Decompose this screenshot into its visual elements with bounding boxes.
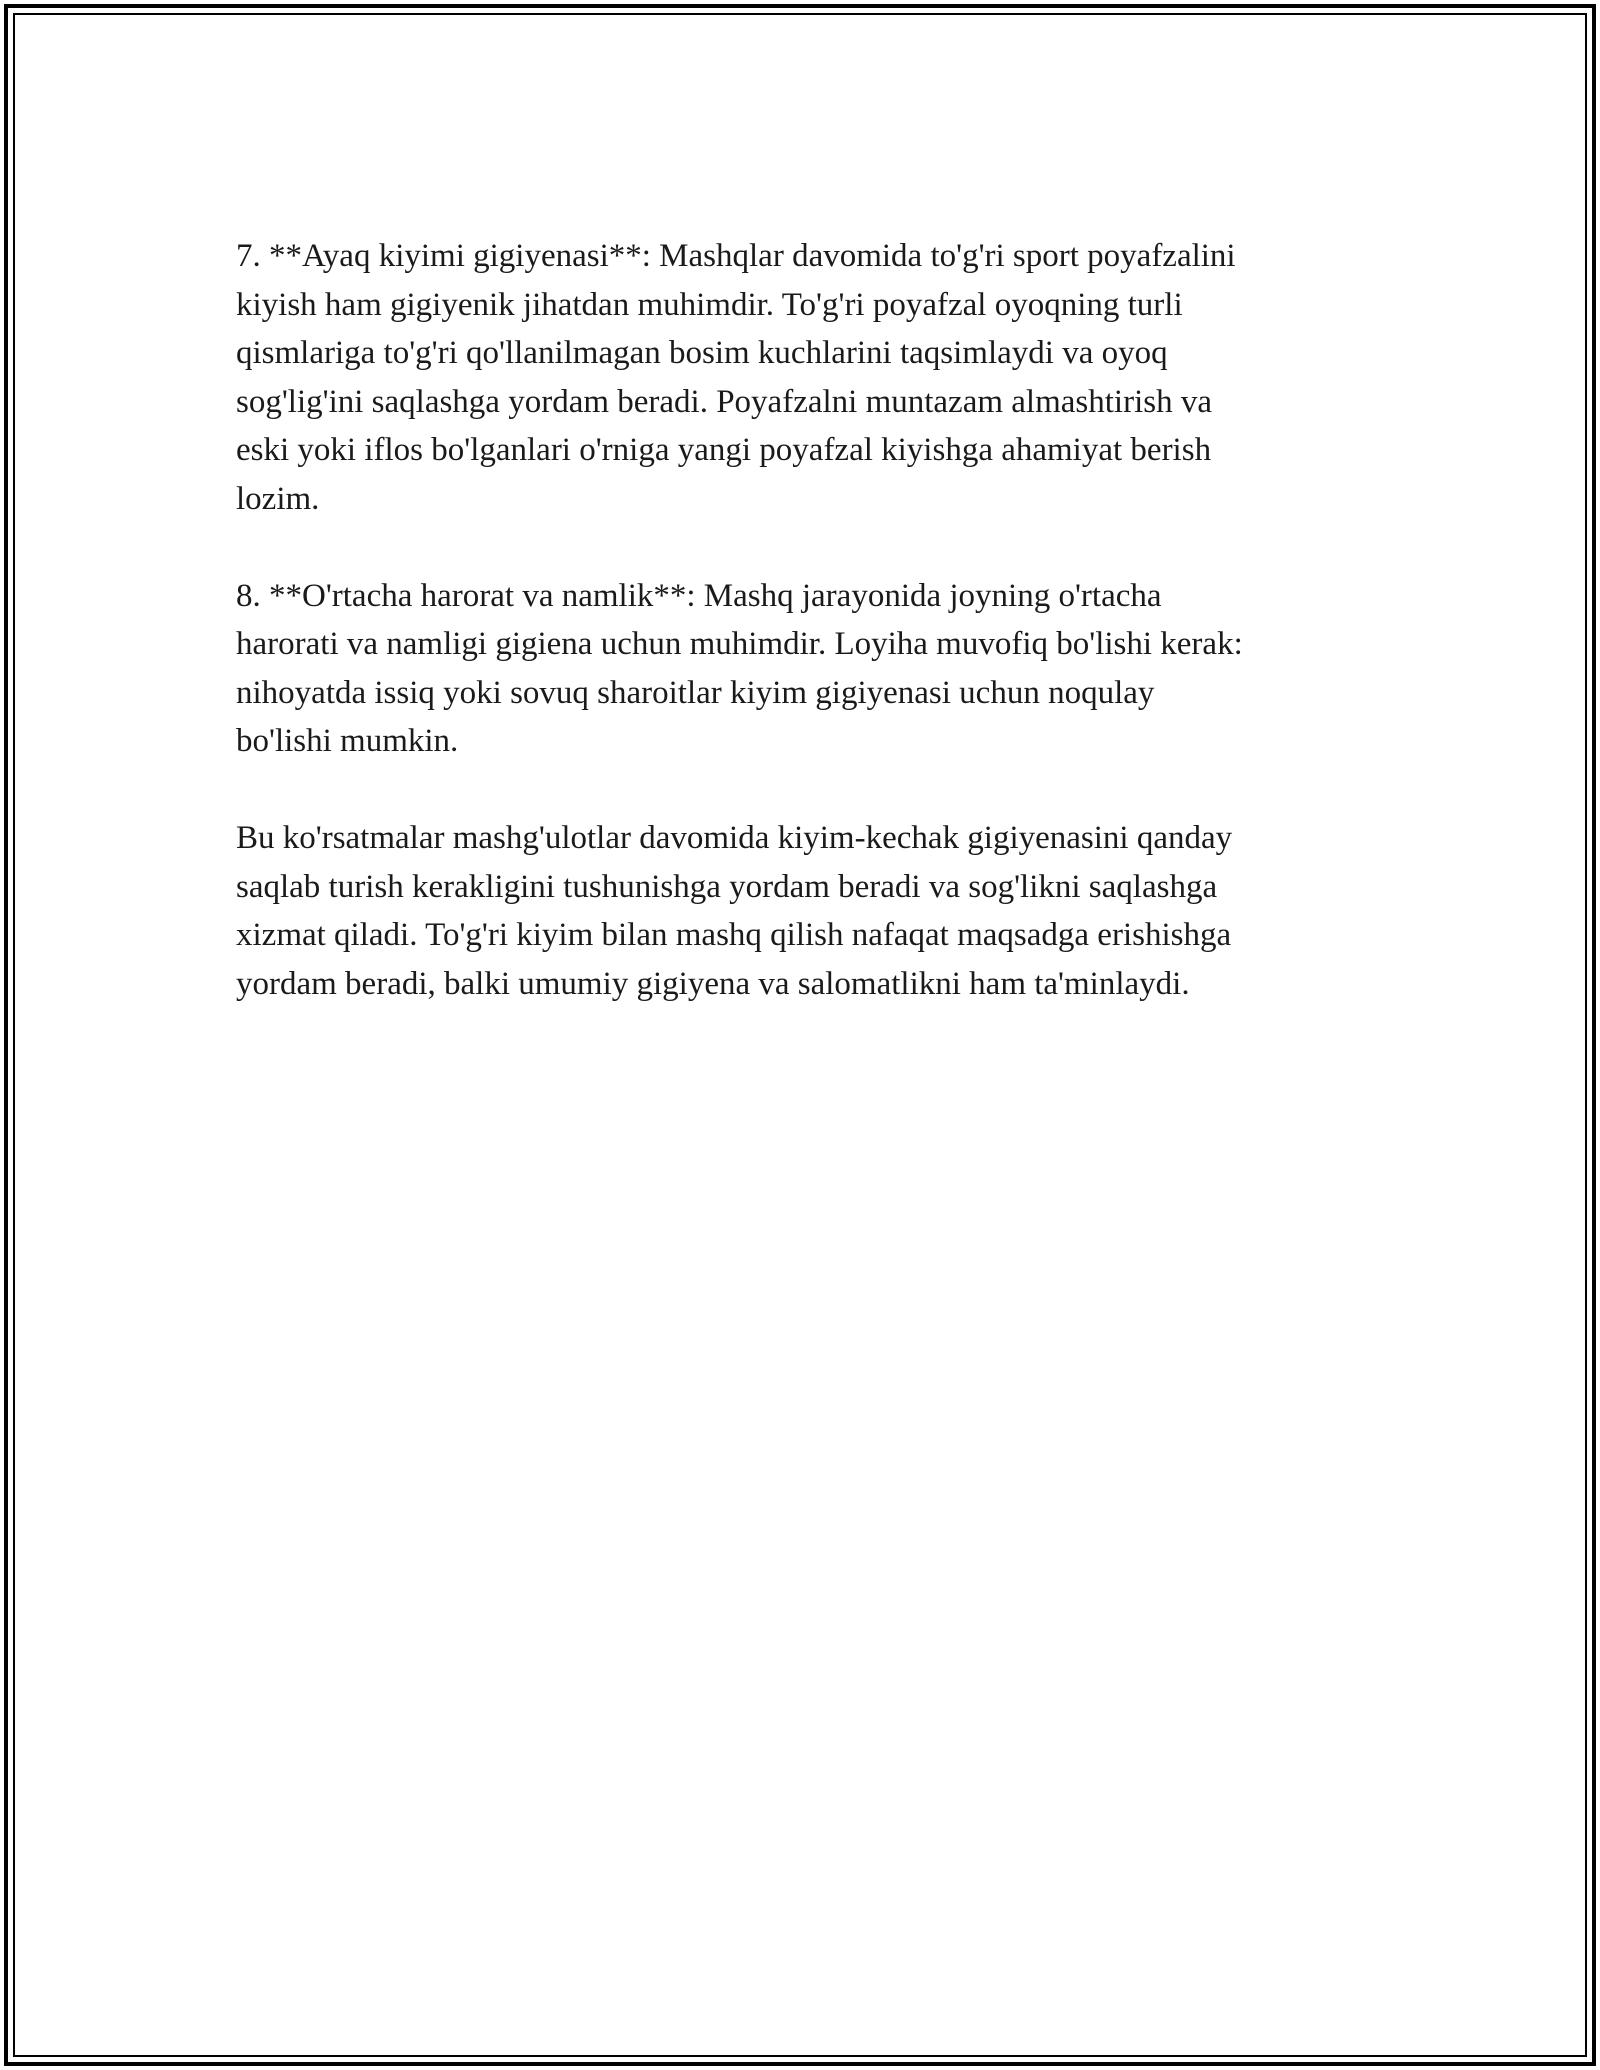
text-line: Bu ko'rsatmalar mashg'ulotlar davomida kiyim-kechak gigiyenasini qanday — [236, 820, 1233, 856]
text-line: eski yoki iflos bo'lganlari o'rniga yangi poyafzal kiyishga ahamiyat berish — [236, 432, 1212, 468]
text-line: 7. **Ayaq kiyimi gigiyenasi**: Mashqlar davomida to'g'ri sport poyafzalini — [236, 238, 1236, 274]
text-line: kiyish ham gigiyenik jihatdan muhimdir. To'g'ri poyafzal oyoqning turli — [236, 286, 1183, 323]
text-line: yordam beradi, balki umumiy gigiyena va salomatlikni ham ta'minlaydi. — [236, 965, 1190, 1002]
text-line: lozim. — [236, 480, 320, 517]
text-line: saqlab turish kerakligini tushunishga yordam beradi va sog'likni saqlashga — [236, 868, 1218, 905]
paragraph-spacer — [236, 766, 1366, 815]
text-line: bo'lishi mumkin. — [236, 723, 459, 759]
text-line: qismlariga to'g'ri qo'llanilmagan bosim kuchlarini taqsimlaydi va oyoq — [236, 335, 1168, 371]
text-line: sog'lig'ini saqlashga yordam beradi. Poyafzalni muntazam almashtirish va — [236, 383, 1212, 420]
paragraph-conclusion — [236, 814, 1366, 1008]
paragraph-spacer — [236, 523, 1366, 572]
paragraph-ortacha-harorat-va-namlik — [236, 572, 1366, 766]
text-line: harorati va namligi gigiena uchun muhimdir. Loyiha muvofiq bo'lishi kerak: — [236, 626, 1243, 662]
text-line: nihoyatda issiq yoki sovuq sharoitlar kiyim gigiyenasi uchun noqulay — [236, 674, 1155, 711]
text-line: xizmat qiladi. To'g'ri kiyim bilan mashq qilish nafaqat maqsadga erishishga — [236, 917, 1232, 953]
document-body — [236, 232, 1366, 1008]
paragraph-ayaq-kiyimi-gigiyenasi — [236, 232, 1366, 523]
text-line: 8. **O'rtacha harorat va namlik**: Mashq jarayonida joyning o'rtacha — [236, 577, 1162, 614]
